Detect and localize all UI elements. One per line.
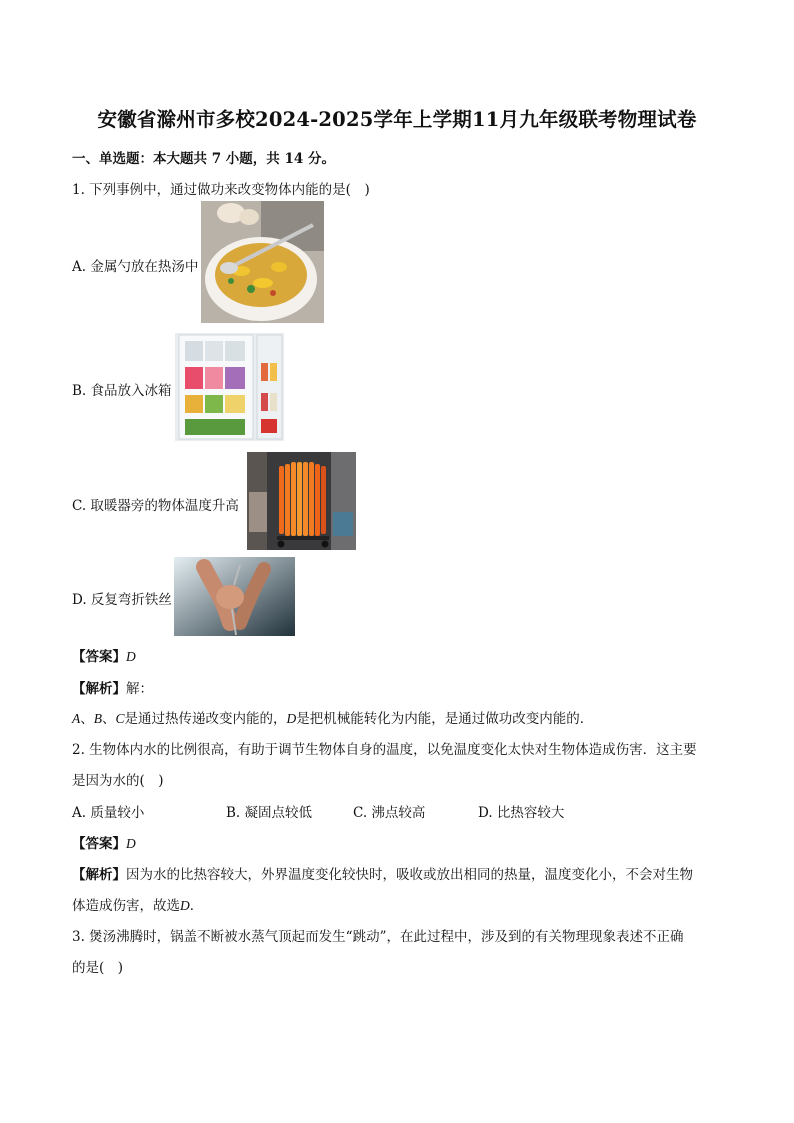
answer-tag: 【答案】 (72, 836, 126, 852)
analysis-tag: 【解析】 (72, 681, 126, 697)
analysis-part: 是把机械能转化为内能，是通过做功改变内能的． (296, 711, 594, 727)
analysis-text: D (180, 898, 190, 913)
heater-photo (247, 452, 356, 550)
analysis-part: B (93, 711, 102, 726)
analysis-text: 因为水的比热容较大，外界温度变化较快时，吸收或放出相同的热量，温度变化小，不会对生物 (126, 867, 693, 883)
analysis-part: D (286, 711, 297, 726)
q2-option-a: A. 质量较小 (72, 805, 145, 821)
soup-photo (201, 201, 324, 323)
question-3-stem-line1: 3. 煲汤沸腾时，锅盖不断被水蒸气顶起而发生“跳动”，在此过程中，涉及到的有关物理现象表述不正确 (72, 929, 684, 945)
q1-analysis-head (72, 677, 153, 697)
q2-option-c: C. 沸点较高 (353, 805, 426, 821)
question-1-stem: 1. 下列事例中，通过做功来改变物体内能的是( ) (72, 182, 370, 198)
q1-option-b: B. 食品放入冰箱 (72, 383, 172, 399)
analysis-text: 解： (126, 681, 153, 697)
bending-wire-photo (174, 557, 295, 636)
question-2-stem-line1: 2. 生物体内水的比例很高，有助于调节生物体自身的温度，以免温度变化太快对生物体造成伤害．这主要 (72, 742, 697, 758)
q2-analysis-line2 (72, 894, 203, 914)
question-3-stem-line2: 的是( ) (72, 960, 124, 976)
answer-value: D (126, 836, 136, 851)
analysis-text: 体造成伤害，故选 (72, 898, 180, 914)
q1-option-d: D. 反复弯折铁丝 (72, 592, 172, 608)
q2-analysis-line1 (72, 863, 693, 883)
page-title: 安徽省滁州市多校2024-2025学年上学期11月九年级联考物理试卷 (97, 108, 697, 131)
analysis-part: 是通过热传递改变内能的， (124, 711, 287, 727)
question-2-stem-line2: 是因为水的( ) (72, 773, 164, 789)
q2-answer (72, 832, 136, 852)
analysis-text: ． (189, 898, 204, 914)
analysis-part: 、 (80, 711, 94, 727)
analysis-tag: 【解析】 (72, 867, 126, 883)
analysis-part: A (72, 711, 81, 726)
q1-option-a: A. 金属勺放在热汤中 (72, 259, 199, 275)
q1-analysis-body (72, 707, 593, 727)
q1-option-c: C. 取暖器旁的物体温度升高 (72, 498, 239, 514)
q2-option-b: B. 凝固点较低 (226, 805, 313, 821)
analysis-part: C (115, 711, 125, 726)
analysis-part: 、 (102, 711, 116, 727)
section-heading: 一、单选题：本大题共 7 小题，共 14 分。 (72, 151, 335, 167)
q1-answer (72, 645, 136, 665)
q2-option-d: D. 比热容较大 (478, 805, 565, 821)
fridge-photo (175, 333, 284, 441)
answer-tag: 【答案】 (72, 649, 126, 665)
answer-value: D (126, 649, 136, 664)
